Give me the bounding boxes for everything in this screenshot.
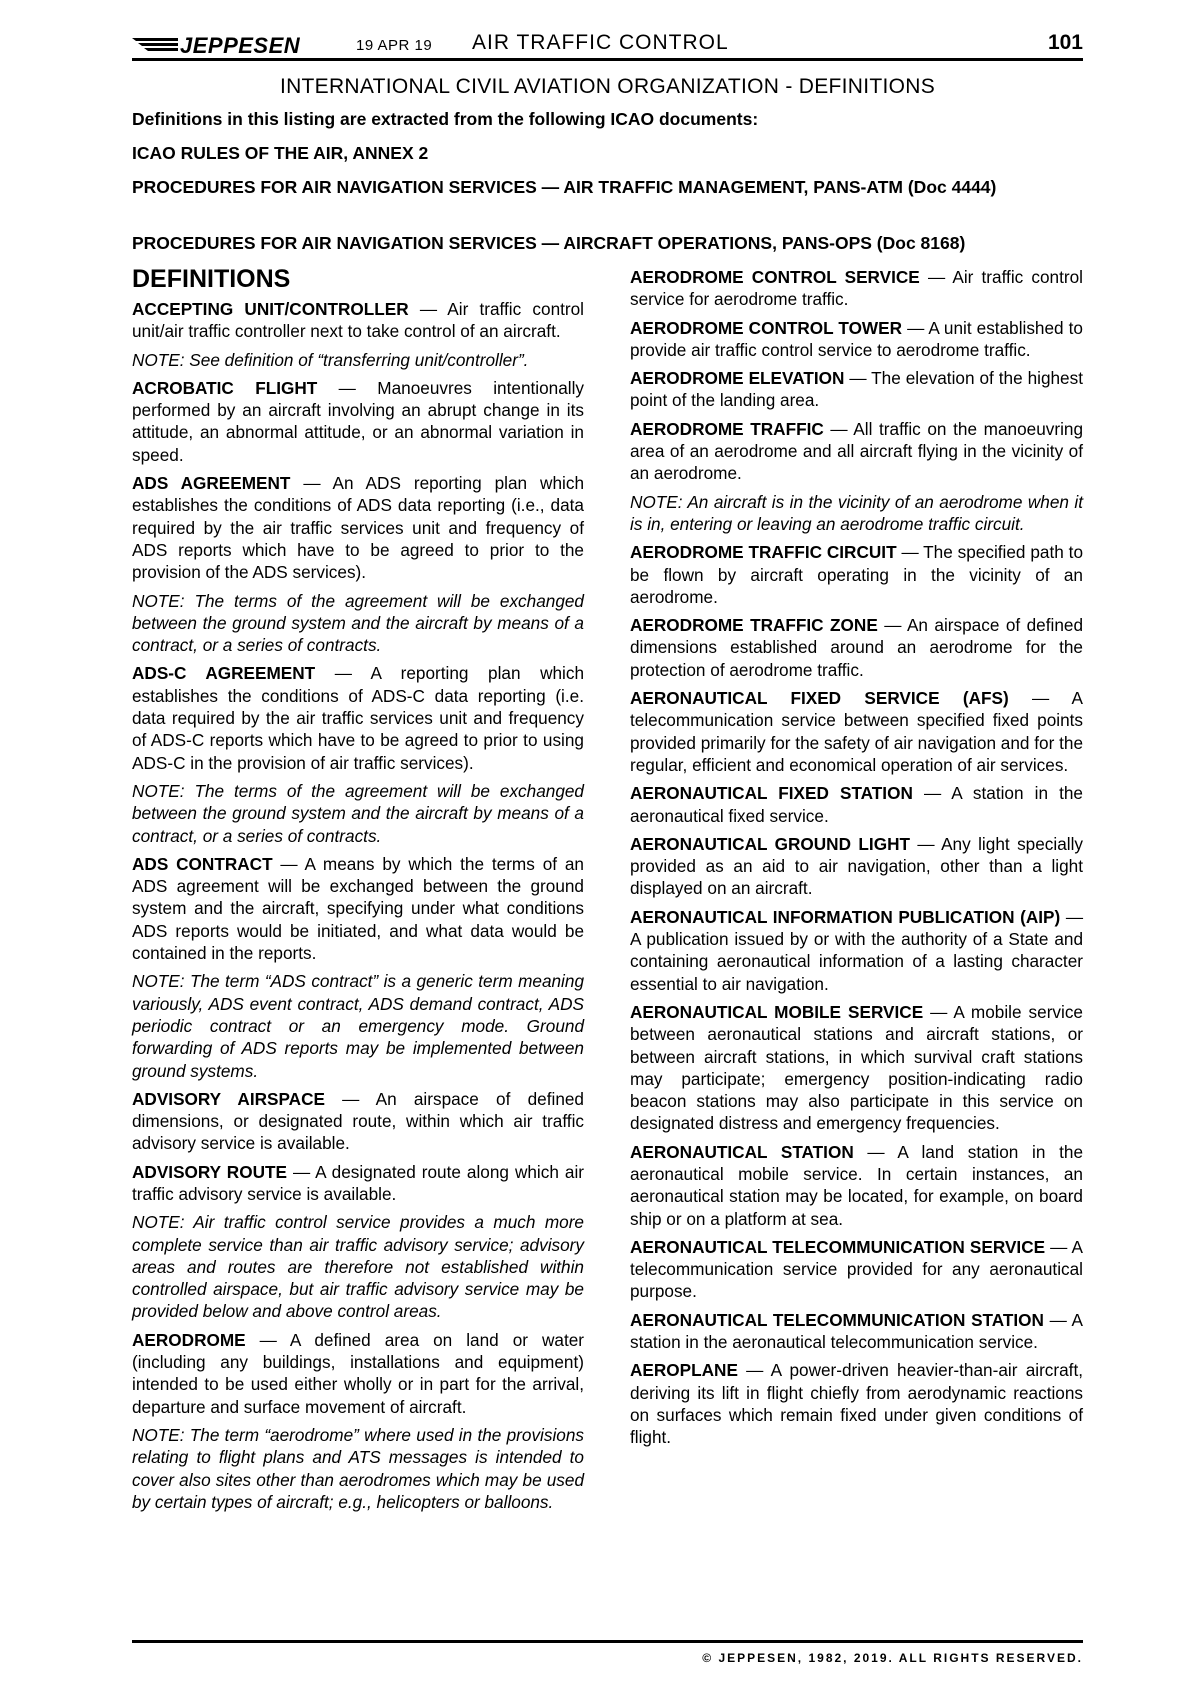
header-divider	[132, 58, 1083, 61]
definition-text: — A defined area on land or water (including any buildings, installations and equipment) intended to be used either wholly or in part for the arrival, departure and surface movement of aircraft.	[132, 1329, 584, 1417]
definition-note: NOTE: An aircraft is in the vicinity of an aerodrome when it is in, entering or leaving an aerodrome traffic circuit.	[630, 491, 1083, 534]
definition-text: — A station in the aeronautical telecommunication service.	[630, 1309, 1083, 1353]
definition-term: AERODROME TRAFFIC	[630, 418, 824, 439]
definition-text: — An airspace of defined dimensions established around an aerodrome for the protection of aerodrome traffic.	[630, 615, 1084, 680]
definition-text: — Any light specially provided as an aid to air navigation, other than a light displayed on an aircraft.	[630, 833, 1083, 899]
header-date: 19 APR 19	[356, 37, 433, 54]
definition-note: NOTE: The term “aerodrome” where used in the provisions relating to flight plans and ATS messages is intended to cover also sites other than aerodromes which may be used by certain types of aircraft; e.g., helicopters or balloons.	[132, 1424, 584, 1512]
definition-text: — A telecommunication service between specified fixed points provided primarily for the safety of air navigation and for the regular, efficient and economical operation of air services.	[630, 688, 1083, 775]
definition-text: — A publication issued by or with the authority of a State and containing aeronautical information of a lasting character essential to air navigation.	[630, 906, 1084, 994]
definition-entry	[630, 906, 1083, 995]
definition-entry	[132, 1161, 584, 1206]
definition-term: ADS AGREEMENT	[132, 473, 291, 494]
definition-text: — An airspace of defined dimensions, or designated route, within which air traffic advisory service is available.	[132, 1088, 584, 1154]
definition-term: ADS CONTRACT	[132, 853, 273, 874]
definition-entry	[630, 367, 1083, 412]
definition-entry	[630, 1309, 1083, 1354]
logo-text: JEPPESEN	[180, 33, 301, 58]
definition-entry	[132, 1088, 584, 1155]
definition-text: — All traffic on the manoeuvring area of an aerodrome and all aircraft flying in the vicinity of an aerodrome.	[630, 418, 1084, 484]
definition-text: — A means by which the terms of an ADS agreement will be exchanged between the ground system and the aircraft, specifying under what conditions ADS reports would be initiated, and what data would be contained in the reports.	[132, 853, 584, 964]
copyright-notice: © JEPPESEN, 1982, 2019. ALL RIGHTS RESERVED.	[702, 1651, 1083, 1665]
definition-term: AERONAUTICAL TELECOMMUNICATION SERVICE	[630, 1236, 1046, 1257]
definition-entry	[132, 853, 584, 964]
definition-term: AERODROME TRAFFIC ZONE	[630, 615, 878, 636]
definition-term: AERONAUTICAL MOBILE SERVICE	[630, 1001, 924, 1022]
definition-entry	[630, 1359, 1083, 1448]
definition-entry	[630, 687, 1083, 776]
intro-doc-annex2: ICAO RULES OF THE AIR, ANNEX 2	[132, 143, 429, 163]
definition-text: — A unit established to provide air traffic control service to aerodrome traffic.	[630, 317, 1083, 360]
definitions-heading: DEFINITIONS	[132, 265, 291, 293]
definition-entry	[630, 266, 1083, 311]
definition-note: NOTE: The terms of the agreement will be exchanged between the ground system and the aircraft by means of a contract, or a series of contracts.	[132, 780, 584, 846]
definition-entry	[132, 377, 584, 466]
intro-doc-pans-atm: PROCEDURES FOR AIR NAVIGATION SERVICES — AIR TRAFFIC MANAGEMENT, PANS-ATM (Doc 4444)	[132, 177, 997, 197]
definition-entry	[630, 782, 1083, 827]
intro-doc-pans-ops: PROCEDURES FOR AIR NAVIGATION SERVICES — AIRCRAFT OPERATIONS, PANS-OPS (Doc 8168)	[132, 233, 966, 253]
definition-entry	[630, 317, 1083, 362]
page-header	[132, 26, 1083, 60]
page-number: 101	[1047, 31, 1083, 54]
footer-divider	[132, 1640, 1083, 1643]
definition-term: AERODROME CONTROL SERVICE	[630, 267, 920, 287]
definition-entry	[630, 541, 1083, 608]
definition-note: NOTE: Air traffic control service provides a much more complete service than air traffic advisory service; advisory areas and routes are therefore not established within controlled airspace, but air traffic advisory service may be provided below and above control areas.	[132, 1212, 584, 1322]
definition-text: — An ADS reporting plan which establishes the conditions of ADS data reporting (i.e., data required by the air traffic services unit and frequency of ADS reports which have to be agreed to prior to the provision of the ADS services).	[132, 473, 585, 583]
definition-entry	[132, 472, 584, 583]
definition-entry	[132, 662, 584, 773]
definition-entry	[630, 1141, 1083, 1230]
definition-term: AERODROME TRAFFIC CIRCUIT	[630, 542, 897, 563]
definition-entry	[132, 298, 584, 343]
right-column	[630, 266, 1083, 1455]
definition-text: — Manoeuvres intentionally performed by an aircraft involving an abrupt change in its attitude, an abnormal attitude, or an abnormal variation in speed.	[132, 377, 585, 465]
definition-note: NOTE: See definition of “transferring unit/controller”.	[132, 349, 529, 370]
definition-text: — Air traffic control service for aerodrome traffic.	[630, 267, 1083, 310]
definition-text: — A reporting plan which establishes the conditions of ADS-C data reporting (i.e. data required by the air traffic services unit and frequency of ADS-C reports which have to be agreed to prior to using ADS-C in the provision of air traffic services).	[132, 663, 585, 773]
definition-text: — The elevation of the highest point of the landing area.	[630, 368, 1083, 411]
definition-entry	[132, 1329, 584, 1418]
definition-term: ACCEPTING UNIT/CONTROLLER	[132, 299, 409, 319]
page-title: INTERNATIONAL CIVIL AVIATION ORGANIZATION - DEFINITIONS	[279, 75, 936, 98]
definition-entry	[630, 1236, 1083, 1303]
definition-term: ADS-C AGREEMENT	[132, 663, 316, 684]
definition-entry	[630, 833, 1083, 900]
definition-text: — A designated route along which air traffic advisory service is available.	[132, 1161, 584, 1204]
definition-text: — A telecommunication service provided for any aeronautical purpose.	[630, 1236, 1083, 1302]
document-page	[132, 0, 1083, 1686]
jeppesen-wing-icon	[132, 38, 178, 52]
header-section-title: AIR TRAFFIC CONTROL	[472, 31, 729, 54]
definition-term: AERONAUTICAL FIXED SERVICE (AFS)	[630, 688, 1009, 709]
definition-entry	[630, 418, 1083, 485]
left-column	[132, 262, 584, 1519]
jeppesen-logo	[132, 33, 328, 58]
definition-term: AERODROME ELEVATION	[630, 368, 845, 389]
definition-text: — A power-driven heavier-than-air aircraft, deriving its lift in flight chiefly from aerodynamic reactions on surfaces which remain fixed under given conditions of flight.	[630, 1360, 1083, 1448]
definition-term: ADVISORY AIRSPACE	[132, 1088, 325, 1109]
definition-term: AERONAUTICAL TELECOMMUNICATION STATION	[630, 1309, 1044, 1330]
definition-entry	[630, 614, 1083, 681]
intro-lead: Definitions in this listing are extracted from the following ICAO documents:	[132, 109, 759, 129]
definition-term: AERONAUTICAL STATION	[630, 1141, 854, 1162]
definition-text: — A land station in the aeronautical mobile service. In certain instances, an aeronautical station may be located, for example, on board ship or on a platform at sea.	[630, 1141, 1083, 1229]
definition-text: — A station in the aeronautical fixed service.	[630, 783, 1083, 826]
definition-term: AEROPLANE	[630, 1360, 738, 1381]
definition-text: — The specified path to be flown by aircraft operating in the vicinity of an aerodrome.	[630, 542, 1084, 607]
definition-entry	[630, 1001, 1083, 1135]
definition-note: NOTE: The terms of the agreement will be exchanged between the ground system and the aircraft by means of a contract, or a series of contracts.	[132, 590, 584, 656]
definition-text: — Air traffic control unit/air traffic controller next to take control of an aircraft.	[132, 299, 584, 342]
definition-term: AERONAUTICAL INFORMATION PUBLICATION (AIP)	[630, 906, 1061, 927]
definition-term: ADVISORY ROUTE	[132, 1161, 287, 1182]
definition-term: ACROBATIC FLIGHT	[132, 377, 318, 398]
definition-term: AERODROME	[132, 1329, 246, 1350]
definition-note: NOTE: The term “ADS contract” is a generic term meaning variously, ADS event contract, ADS demand contract, ADS periodic contract or an emergency mode. Ground forwarding of ADS reports may be implemented between ground systems.	[132, 971, 584, 1081]
definition-term: AERODROME CONTROL TOWER	[630, 317, 903, 338]
definition-term: AERONAUTICAL GROUND LIGHT	[630, 833, 910, 854]
definition-text: — A mobile service between aeronautical stations and aircraft stations, or between aircraft stations, in which survival craft stations may participate; emergency position-indicating radio beacon stations may also participate in this service on designated distress and emergency frequencies.	[630, 1001, 1083, 1134]
definition-term: AERONAUTICAL FIXED STATION	[630, 783, 913, 804]
